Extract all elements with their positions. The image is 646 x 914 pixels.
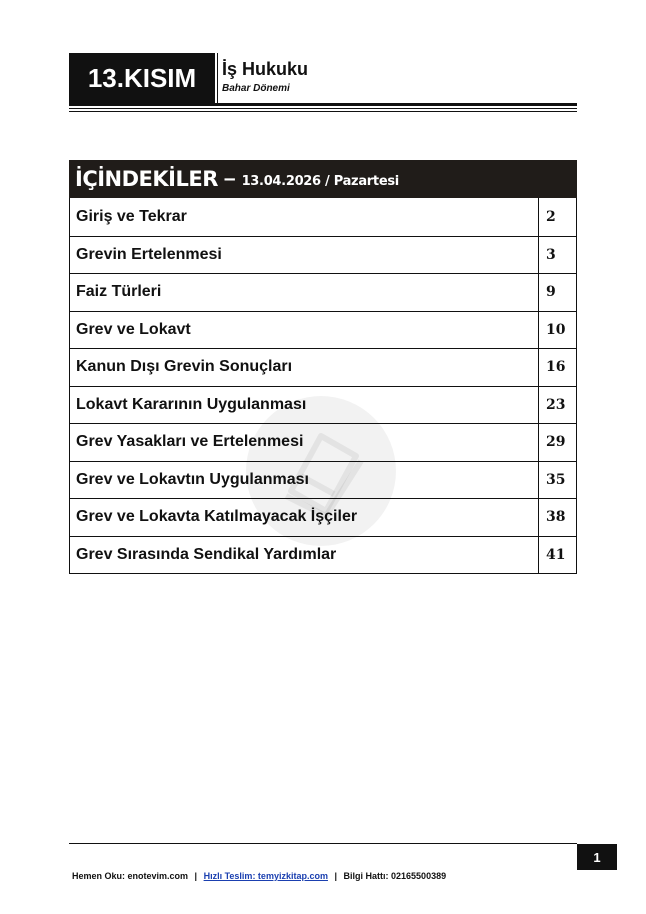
footer-phone-label: Bilgi Hattı: 02165500389: [343, 871, 447, 881]
table-of-contents: [69, 160, 577, 574]
toc-row[interactable]: [70, 423, 576, 461]
toc-item-title: Grev Yasakları ve Ertelenmesi: [76, 433, 304, 451]
toc-item-title: Giriş ve Tekrar: [76, 207, 187, 225]
section-label-box: [69, 53, 215, 103]
toc-item-page: 16: [538, 349, 576, 386]
toc-item-page: 3: [538, 237, 576, 274]
toc-item-title: Faiz Türleri: [76, 283, 162, 301]
toc-row[interactable]: [70, 348, 576, 386]
footer-rule: [69, 843, 577, 844]
toc-heading: İÇİNDEKİLER: [75, 167, 218, 191]
header-divider: [217, 53, 218, 103]
toc-item-page: 9: [538, 274, 576, 311]
header-rule-thick: [69, 103, 577, 106]
toc-row[interactable]: [70, 536, 576, 574]
toc-row[interactable]: [70, 386, 576, 424]
footer-read-label[interactable]: Hemen Oku: enotevim.com: [72, 871, 189, 881]
toc-item-page: 35: [538, 462, 576, 499]
header-rule-thin-2: [69, 111, 577, 112]
toc-item-page: 10: [538, 312, 576, 349]
toc-item-title: Grev ve Lokavtın Uygulanması: [76, 470, 309, 488]
toc-dash: –: [223, 167, 236, 190]
section-label: 13.KISIM: [87, 62, 197, 93]
page-number-box: [577, 844, 617, 870]
toc-item-title: Grev ve Lokavta Katılmayacak İşçiler: [76, 508, 358, 526]
course-title: İş Hukuku: [222, 59, 309, 79]
toc-item-title: Grev Sırasında Sendikal Yardımlar: [76, 545, 337, 563]
footer-separator: |: [194, 871, 198, 881]
toc-header: [69, 160, 577, 198]
footer-separator-2: |: [334, 871, 338, 881]
toc-item-page: 23: [538, 387, 576, 424]
toc-item-page: 29: [538, 424, 576, 461]
toc-item-page: 38: [538, 499, 576, 536]
toc-body: [69, 198, 577, 574]
toc-item-page: 2: [538, 198, 576, 236]
toc-row[interactable]: [70, 198, 576, 236]
toc-item-title: Grev ve Lokavt: [76, 320, 191, 338]
footer-text: [72, 871, 446, 881]
toc-item-page: 41: [538, 537, 576, 574]
toc-row[interactable]: [70, 461, 576, 499]
toc-item-title: Kanun Dışı Grevin Sonuçları: [76, 358, 293, 376]
course-subtitle: Bahar Dönemi: [222, 83, 290, 94]
header-rule-thin: [69, 108, 577, 109]
page-number: 1: [593, 849, 601, 865]
toc-date: 13.04.2026 / Pazartesi: [241, 173, 399, 189]
footer-delivery-link[interactable]: Hızlı Teslim: temyizkitap.com: [203, 871, 328, 881]
toc-row[interactable]: [70, 498, 576, 536]
toc-row[interactable]: [70, 311, 576, 349]
toc-row[interactable]: [70, 236, 576, 274]
toc-item-title: Lokavt Kararının Uygulanması: [76, 395, 307, 413]
toc-item-title: Grevin Ertelenmesi: [76, 245, 222, 263]
toc-row[interactable]: [70, 273, 576, 311]
